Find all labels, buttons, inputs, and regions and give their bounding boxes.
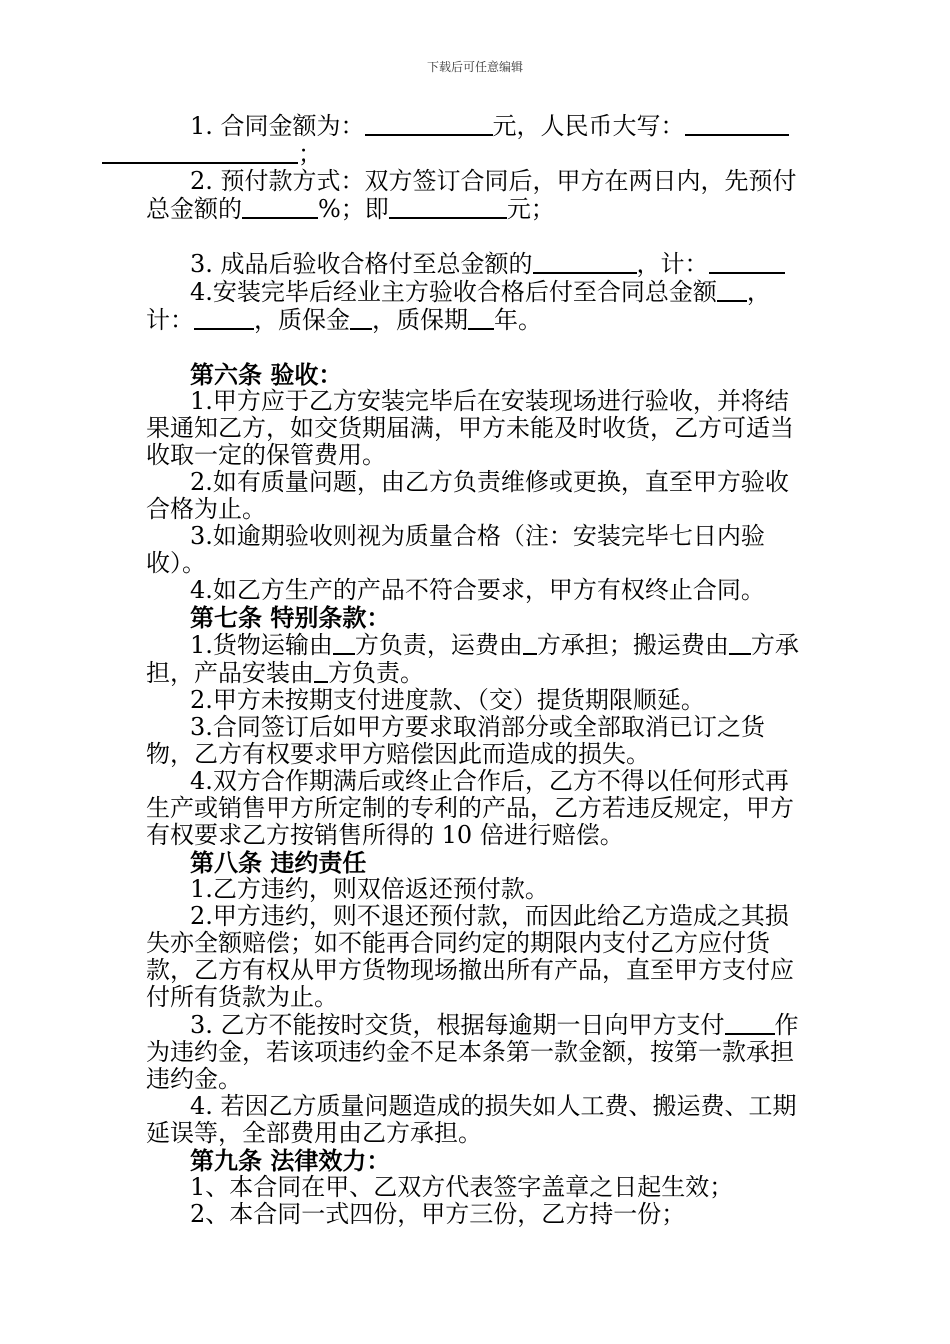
article-9-clause-1: 1、本合同在甲、乙双方代表签字盖章之日起生效；: [190, 1173, 734, 1201]
article-6-clause-4: 4.如乙方生产的产品不符合要求，甲方有权终止合同。: [190, 576, 765, 604]
article-8-clause-2: 2.甲方违约，则不退还预付款，而因此给乙方造成之其损失亦全额赔偿；如不能再合同约定的期限内支付乙方应付货款，乙方有权从甲方货物现场撤出所有产品，直至甲方支付应付所有货款为止。: [146, 902, 794, 1011]
final-percent-blank: [717, 278, 747, 302]
clause-text: 方负责。: [328, 659, 424, 687]
transport-party-blank: [333, 631, 355, 655]
clause-text: ，计：: [146, 278, 771, 334]
warranty-deposit-blank: [350, 306, 372, 330]
article-7-clause-1: [146, 631, 806, 687]
article-6-clause-2: 2.如有质量问题，由乙方负责维修或更换，直至甲方验收合格为止。: [146, 468, 789, 523]
prepay-amount-blank: [389, 195, 507, 219]
acceptance-amount-blank: [709, 250, 785, 274]
amount-blank: [365, 112, 493, 136]
final-amount-blank: [194, 306, 254, 330]
percent-blank: [242, 195, 318, 219]
clause-text: 元，人民币大写：: [492, 112, 685, 140]
clause-text: 方承担，产品安装由: [146, 631, 799, 687]
page-header: 下载后可任意编辑: [426, 60, 523, 74]
amount-uppercase-blank-cont: [102, 140, 298, 164]
clause-text: 1.货物运输由: [190, 631, 333, 659]
payment-clause-1: [146, 112, 806, 168]
article-6-title: 第六条 验收：: [190, 360, 343, 389]
clause-text: 3. 乙方不能按时交货，根据每逾期一日向甲方支付: [190, 1011, 725, 1039]
install-party-blank: [314, 659, 328, 683]
spacer: [146, 223, 806, 250]
clause-text: 3. 成品后验收合格付至总金额的: [190, 250, 533, 278]
clause-text: ，质保期: [372, 306, 468, 334]
clause-text: 年。: [494, 306, 542, 334]
clause-text: 2. 预付款方式：双方签订合同后，甲方在两日内，先预付总金额的: [146, 167, 797, 223]
payment-clause-3: [146, 250, 806, 278]
contract-body: [146, 112, 806, 1228]
article-7-clause-2: 2.甲方未按期支付进度款、（交）提货期限顺延。: [190, 686, 705, 714]
payment-clause-2: [146, 168, 806, 223]
clause-text: ；: [298, 140, 322, 168]
article-8-clause-1: 1.乙方违约，则双倍返还预付款。: [190, 875, 549, 903]
payment-clause-4: [146, 278, 806, 334]
clause-text: 作为违约金，若该项违约金不足本条第一款金额，按第一款承担违约金。: [146, 1011, 799, 1093]
clause-text: 方承担；搬运费由: [536, 631, 729, 659]
article-8-clause-4: 4. 若因乙方质量问题造成的损失如人工费、搬运费、工期延误等，全部费用由乙方承担。: [146, 1092, 797, 1147]
clause-text: 元；: [506, 195, 555, 223]
article-7-clause-4: 4.双方合作期满后或终止合作后，乙方不得以任何形式再生产或销售甲方所定制的专利的产品，乙方若违反规定，甲方有权要求乙方按销售所得的 10 倍进行赔偿。: [146, 767, 794, 849]
spacer: [146, 334, 806, 361]
clause-text: 方负责，运费由: [354, 631, 523, 659]
clause-text: 4.安装完毕后经业主方验收合格后付至合同总金额: [190, 278, 717, 306]
penalty-amount-blank: [725, 1011, 775, 1035]
article-8-title: 第八条 违约责任: [190, 848, 367, 877]
article-6-clause-3: 3.如逾期验收则视为质量合格（注：安装完毕七日内验收）。: [146, 522, 765, 577]
warranty-period-blank: [468, 306, 494, 330]
freight-party-blank: [523, 631, 537, 655]
article-9-clause-2: 2、本合同一式四份，甲方三份，乙方持一份；: [190, 1200, 686, 1228]
amount-uppercase-blank: [685, 112, 789, 136]
article-9-title: 第九条 法律效力：: [190, 1146, 391, 1175]
clause-text: 1. 合同金额为：: [190, 112, 365, 140]
clause-text: ，质保金: [254, 306, 350, 334]
acceptance-percent-blank: [533, 250, 637, 274]
article-8-clause-3: [146, 1011, 806, 1093]
handling-party-blank: [729, 631, 751, 655]
article-7-title: 第七条 特别条款：: [190, 603, 391, 632]
article-7-clause-3: 3.合同签订后如甲方要求取消部分或全部取消已订之货物，乙方有权要求甲方赔偿因此而造成的损失。: [146, 713, 765, 768]
article-6-clause-1: 1.甲方应于乙方安装完毕后在安装现场进行验收，并将结果通知乙方，如交货期届满，甲方未能及时收货，乙方可适当收取一定的保管费用。: [146, 387, 794, 469]
clause-text: %；即: [318, 195, 389, 223]
clause-text: ，计：: [636, 250, 709, 278]
